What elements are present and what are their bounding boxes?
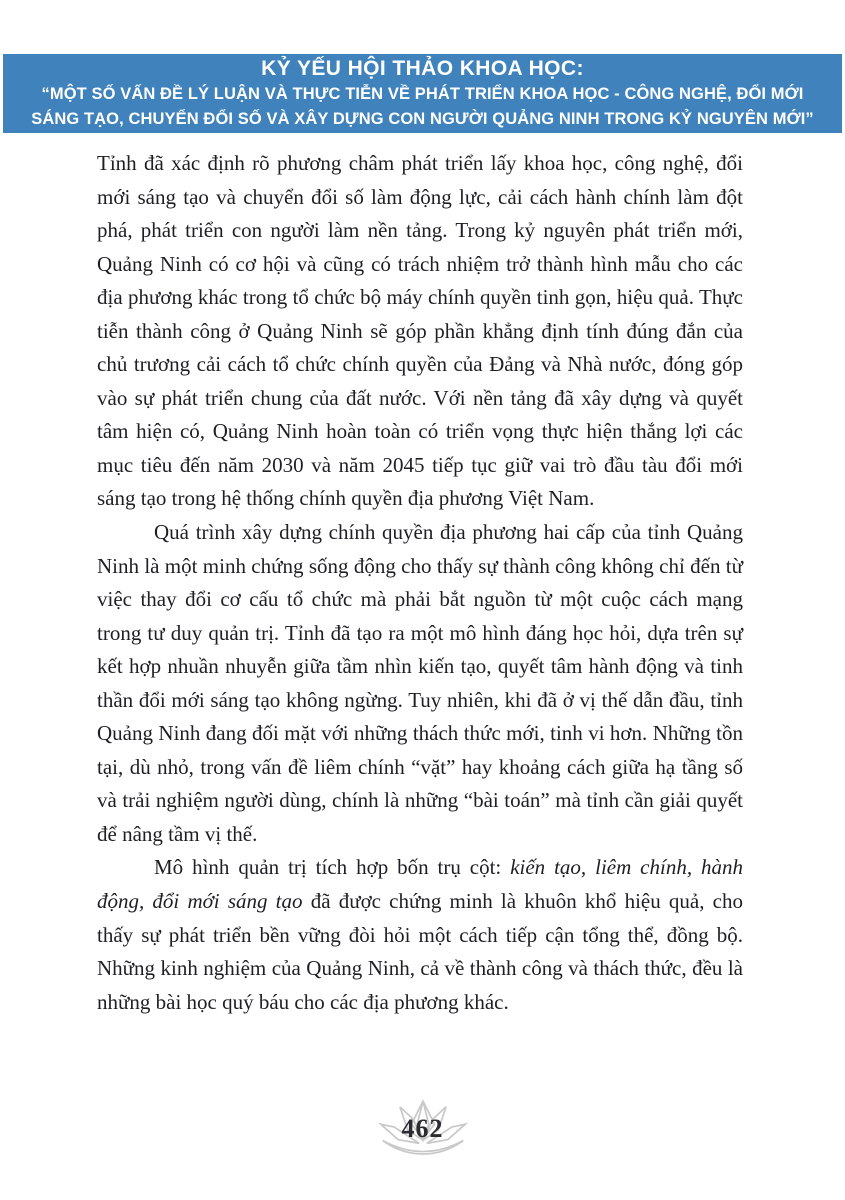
page-number: 462 <box>401 1114 444 1143</box>
header-subtitle-line-1: “MỘT SỐ VẤN ĐỀ LÝ LUẬN VÀ THỰC TIỄN VỀ PHÁT TRIỂN KHOA HỌC - CÔNG NGHỆ, ĐỔI MỚI <box>41 85 804 103</box>
paragraph-3-text-tail: đã được chứng minh là khuôn khổ hiệu quả, cho thấy sự phát triển bền vững đòi hỏi một cách tiếp cận tổng thể, đồng bộ. Những kinh nghiệm của Quảng Ninh, cả về thành công và thách thức, đều là những bài học quý báu cho các địa phương khác. <box>97 889 743 1014</box>
page-footer <box>0 1098 845 1168</box>
paragraph-1-text: Tỉnh đã xác định rõ phương châm phát triển lấy khoa học, công nghệ, đổi mới sáng tạo và chuyển đổi số làm động lực, cải cách hành chính làm đột phá, phát triển con người làm nền tảng. Trong kỷ nguyên phát triển mới, Quảng Ninh có cơ hội và cũng có trách nhiệm trở thành hình mẫu cho các địa phương khác trong tổ chức bộ máy chính quyền tinh gọn, hiệu quả. Thực tiễn thành công ở Quảng Ninh sẽ góp phần khẳng định tính đúng đắn của chủ trương cải cách tổ chức chính quyền của Đảng và Nhà nước, đóng góp vào sự phát triển chung của đất nước. Với nền tảng đã xây dựng và quyết tâm hiện có, Quảng Ninh hoàn toàn có triển vọng thực hiện thắng lợi các mục tiêu đến năm 2030 và năm 2045 tiếp tục giữ vai trò đầu tàu đổi mới sáng tạo trong hệ thống chính quyền địa phương Việt Nam. <box>97 151 743 511</box>
header-title: KỶ YẾU HỘI THẢO KHOA HỌC: <box>261 57 584 80</box>
paragraph-3 <box>97 851 743 1019</box>
paragraph-3-text-lead: Mô hình quản trị tích hợp bốn trụ cột: <box>154 855 511 880</box>
header-subtitle-line-2: SÁNG TẠO, CHUYỂN ĐỔI SỐ VÀ XÂY DỰNG CON NGƯỜI QUẢNG NINH TRONG KỶ NGUYÊN MỚI” <box>31 110 814 128</box>
header-band <box>3 54 842 133</box>
paragraph-2 <box>97 516 743 851</box>
body-text <box>97 147 743 1019</box>
paragraph-2-text: Quá trình xây dựng chính quyền địa phương hai cấp của tỉnh Quảng Ninh là một minh chứng sống động cho thấy sự thành công không chỉ đến từ việc thay đổi cơ cấu tổ chức mà phải bắt nguồn từ một cuộc cách mạng trong tư duy quản trị. Tỉnh đã tạo ra một mô hình đáng học hỏi, dựa trên sự kết hợp nhuần nhuyễn giữa tầm nhìn kiến tạo, quyết tâm hành động và tinh thần đổi mới sáng tạo không ngừng. Tuy nhiên, khi đã ở vị thế dẫn đầu, tỉnh Quảng Ninh đang đối mặt với những thách thức mới, tinh vi hơn. Những tồn tại, dù nhỏ, trong vấn đề liêm chính “vặt” hay khoảng cách giữa hạ tầng số và trải nghiệm người dùng, chính là những “bài toán” mà tỉnh cần giải quyết để nâng tầm vị thế. <box>97 520 743 846</box>
paragraph-1 <box>97 147 743 516</box>
paragraph-3-text-italic: kiến tạo, liêm chính, hành động, đổi mới sáng tạo <box>97 855 744 914</box>
footer-emblem <box>375 1098 471 1160</box>
